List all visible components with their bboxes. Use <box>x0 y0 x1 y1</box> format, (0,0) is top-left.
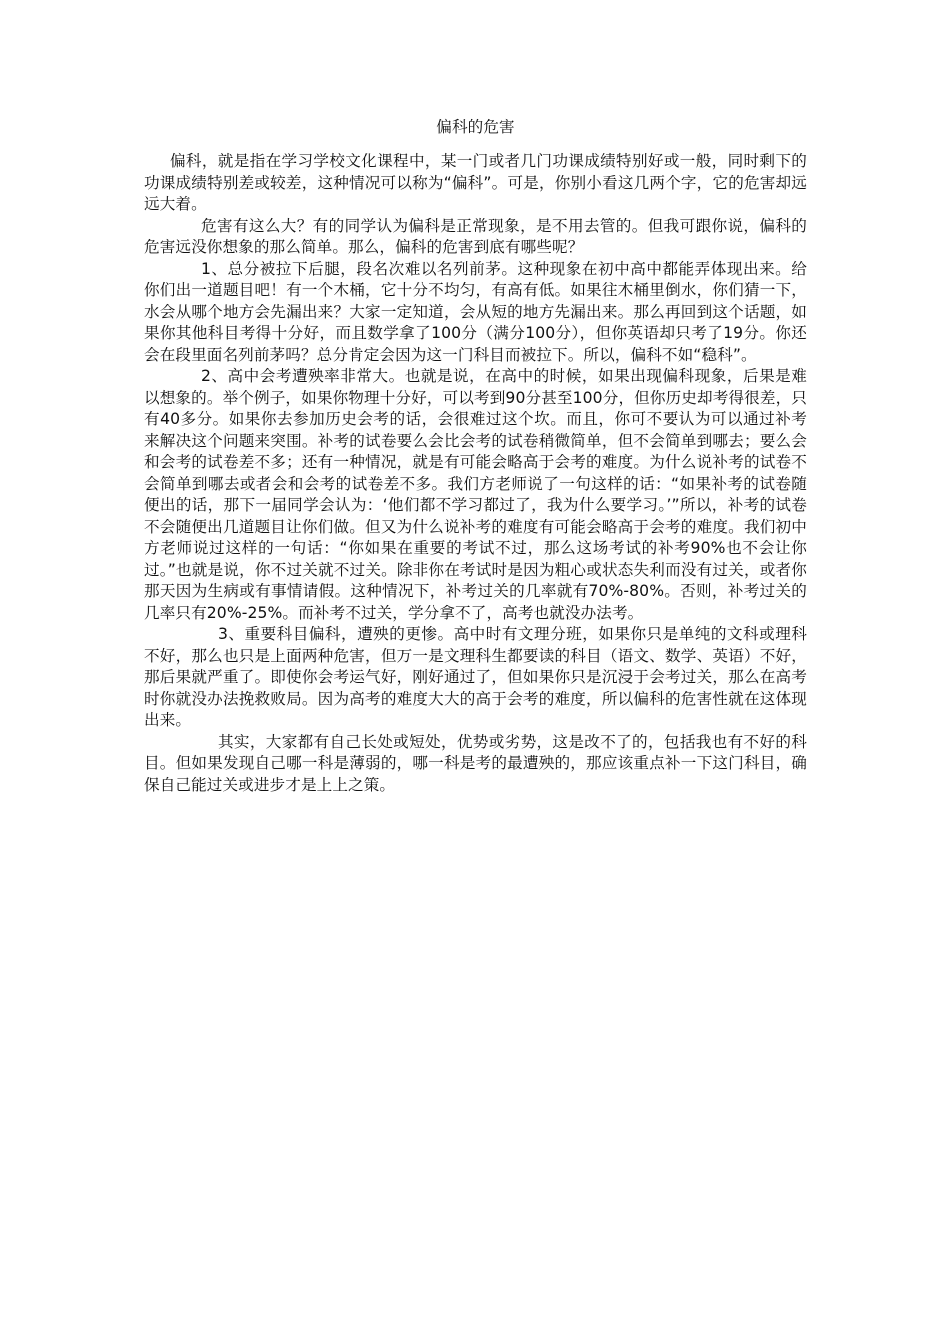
document-body <box>144 116 807 796</box>
paragraph-point-1: 1、总分被拉下后腿，段名次难以名列前茅。这种现象在初中高中都能弄体现出来。给你们出一道题目吧！有一个木桶，它十分不均匀，有高有低。如果往木桶里倒水，你们猜一下，水会从哪个地方会先漏出来？大家一定知道，会从短的地方先漏出来。那么再回到这个话题，如果你其他科目考得十分好，而且数学拿了100分（满分100分），但你英语却只考了19分。你还会在段里面名列前茅吗？总分肯定会因为这一门科目而被拉下。所以，偏科不如“稳科”。 <box>144 259 807 364</box>
paragraph-point-3: 3、重要科目偏科，遭殃的更惨。高中时有文理分班，如果你只是单纯的文科或理科不好，那么也只是上面两种危害，但万一是文理科生都要读的科目（语文、数学、英语）不好，那后果就严重了。即使你会考运气好，刚好通过了，但如果你只是沉浸于会考过关，那么在高考时你就没办法挽救败局。因为高考的难度大大的高于会考的难度，所以偏科的危害性就在这体现出来。 <box>144 625 807 729</box>
document-title: 偏科的危害 <box>436 118 515 136</box>
paragraph-question: 危害有这么大？有的同学认为偏科是正常现象，是不用去管的。但我可跟你说，偏科的危害远没你想象的那么简单。那么，偏科的危害到底有哪些呢？ <box>144 216 807 256</box>
paragraph-conclusion: 其实，大家都有自己长处或短处，优势或劣势，这是改不了的，包括我也有不好的科目。但如果发现自己哪一科是薄弱的，哪一科是考的最遭殃的，那应该重点补一下这门科目，确保自己能过关或进步才是上上之策。 <box>144 732 807 794</box>
paragraph-definition: 偏科，就是指在学习学校文化课程中，某一门或者几门功课成绩特别好或一般，同时剩下的功课成绩特别差或较差，这种情况可以称为“偏科”。可是，你别小看这几两个字，它的危害却远远大着。 <box>144 152 807 213</box>
paragraph-point-2: 2、高中会考遭殃率非常大。也就是说，在高中的时候，如果出现偏科现象，后果是难以想象的。举个例子，如果你物理十分好，可以考到90分甚至100分，但你历史却考得很差，只有40多分。如果你去参加历史会考的话，会很难过这个坎。而且，你可不要认为可以通过补考来解决这个问题来突围。补考的试卷要么会比会考的试卷稍微简单，但不会简单到哪去；要么会和会考的试卷差不多；还有一种情况，就是有可能会略高于会考的难度。为什么说补考的试卷不会简单到哪去或者会和会考的试卷差不多。我们方老师说了一句这样的话：“如果补考的试卷随便出的话，那下一届同学会认为：‘他们都不学习都过了，我为什么要学习。’”所以，补考的试卷不会随便出几道题目让你们做。但又为什么说补考的难度有可能会略高于会考的难度。我们初中方老师说过这样的一句话：“你如果在重要的考试不过，那么这场考试的补考90%也不会让你过。”也就是说，你不过关就不过关。除非你在考试时是因为粗心或状态失利而没有过关，或者你那天因为生病或有事情请假。这种情况下，补考过关的几率就有70%-80%。否则，补考过关的几率只有20%-25%。而补考不过关，学分拿不了，高考也就没办法考。 <box>144 367 807 622</box>
